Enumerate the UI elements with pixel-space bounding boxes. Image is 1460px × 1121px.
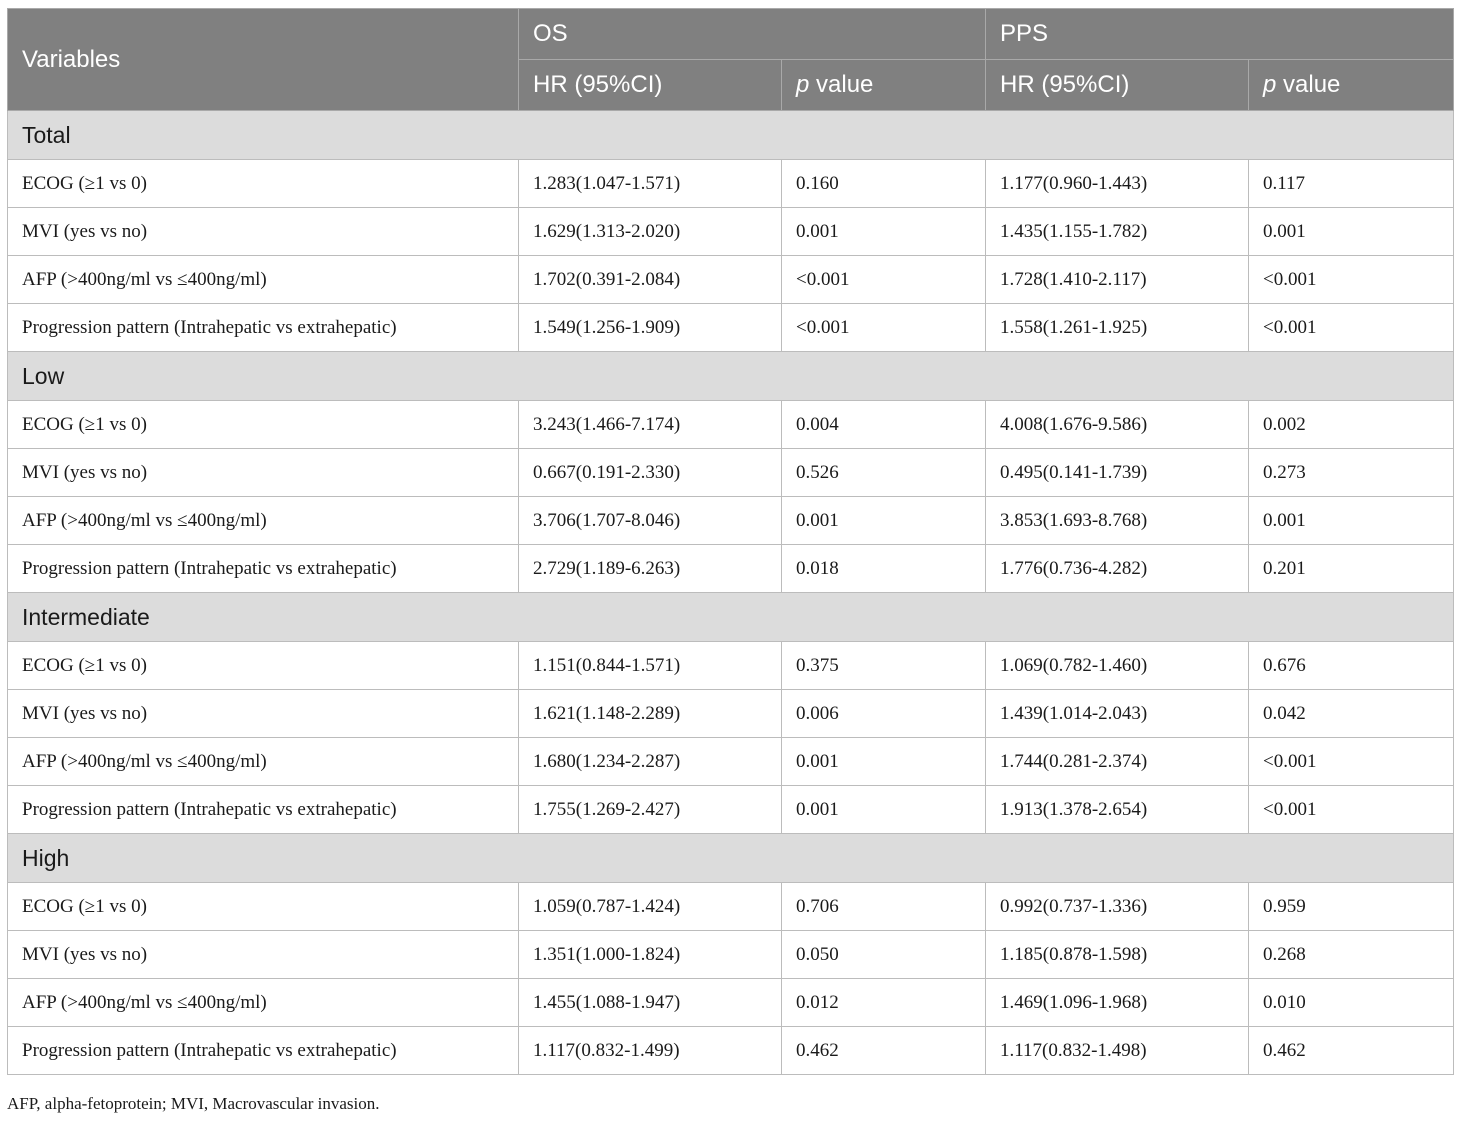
os-hr-cell: 1.117(0.832-1.499) <box>519 1027 782 1075</box>
os-p-value-cell: 0.050 <box>782 931 986 979</box>
group-label: Low <box>8 352 1454 401</box>
os-hr-cell: 3.243(1.466-7.174) <box>519 401 782 449</box>
pps-hr-cell: 4.008(1.676-9.586) <box>986 401 1249 449</box>
variable-cell: MVI (yes vs no) <box>8 690 519 738</box>
hazard-ratio-table <box>7 8 1454 1075</box>
os-p-value-cell: 0.706 <box>782 883 986 931</box>
pps-hr-cell: 1.185(0.878-1.598) <box>986 931 1249 979</box>
table-row <box>8 449 1454 497</box>
pps-hr-cell: 1.439(1.014-2.043) <box>986 690 1249 738</box>
header-os-hr: HR (95%CI) <box>519 60 782 111</box>
table-row <box>8 545 1454 593</box>
group-label: Intermediate <box>8 593 1454 642</box>
header-pps: PPS <box>986 9 1454 60</box>
pps-p-value-cell: <0.001 <box>1249 256 1454 304</box>
os-hr-cell: 2.729(1.189-6.263) <box>519 545 782 593</box>
pps-hr-cell: 1.776(0.736-4.282) <box>986 545 1249 593</box>
group-label: High <box>8 834 1454 883</box>
table-header <box>8 9 1454 111</box>
table-row <box>8 401 1454 449</box>
pps-hr-cell: 1.744(0.281-2.374) <box>986 738 1249 786</box>
pps-p-value-cell: 0.010 <box>1249 979 1454 1027</box>
variable-cell: Progression pattern (Intrahepatic vs extrahepatic) <box>8 545 519 593</box>
pps-p-value-cell: 0.117 <box>1249 160 1454 208</box>
pps-hr-cell: 1.558(1.261-1.925) <box>986 304 1249 352</box>
pps-hr-cell: 1.117(0.832-1.498) <box>986 1027 1249 1075</box>
variable-cell: MVI (yes vs no) <box>8 449 519 497</box>
pps-p-value-cell: 0.201 <box>1249 545 1454 593</box>
pps-p-value-cell: 0.001 <box>1249 497 1454 545</box>
os-hr-cell: 1.702(0.391-2.084) <box>519 256 782 304</box>
variable-cell: Progression pattern (Intrahepatic vs extrahepatic) <box>8 304 519 352</box>
p-italic: p <box>1263 71 1277 98</box>
p-value-label: value <box>809 71 874 98</box>
pps-hr-cell: 0.992(0.737-1.336) <box>986 883 1249 931</box>
variable-cell: MVI (yes vs no) <box>8 208 519 256</box>
pps-p-value-cell: 0.042 <box>1249 690 1454 738</box>
group-row <box>8 593 1454 642</box>
variable-cell: AFP (>400ng/ml vs ≤400ng/ml) <box>8 738 519 786</box>
os-p-value-cell: 0.001 <box>782 786 986 834</box>
os-p-value-cell: 0.462 <box>782 1027 986 1075</box>
os-hr-cell: 1.351(1.000-1.824) <box>519 931 782 979</box>
table-row <box>8 931 1454 979</box>
pps-p-value-cell: <0.001 <box>1249 738 1454 786</box>
pps-hr-cell: 1.069(0.782-1.460) <box>986 642 1249 690</box>
pps-p-value-cell: 0.462 <box>1249 1027 1454 1075</box>
os-hr-cell: 1.549(1.256-1.909) <box>519 304 782 352</box>
pps-hr-cell: 1.435(1.155-1.782) <box>986 208 1249 256</box>
table-row <box>8 208 1454 256</box>
table-row <box>8 690 1454 738</box>
variable-cell: ECOG (≥1 vs 0) <box>8 642 519 690</box>
pps-p-value-cell: <0.001 <box>1249 304 1454 352</box>
pps-hr-cell: 3.853(1.693-8.768) <box>986 497 1249 545</box>
table-row <box>8 883 1454 931</box>
table-row <box>8 642 1454 690</box>
os-hr-cell: 0.667(0.191-2.330) <box>519 449 782 497</box>
os-p-value-cell: 0.001 <box>782 738 986 786</box>
pps-p-value-cell: 0.273 <box>1249 449 1454 497</box>
header-pps-p-value <box>1249 60 1454 111</box>
pps-hr-cell: 1.177(0.960-1.443) <box>986 160 1249 208</box>
p-italic: p <box>796 71 810 98</box>
os-p-value-cell: 0.001 <box>782 208 986 256</box>
group-label: Total <box>8 111 1454 160</box>
table-footnote: AFP, alpha-fetoprotein; MVI, Macrovascular invasion. <box>7 1094 380 1113</box>
pps-p-value-cell: 0.002 <box>1249 401 1454 449</box>
pps-p-value-cell: 0.001 <box>1249 208 1454 256</box>
os-hr-cell: 1.151(0.844-1.571) <box>519 642 782 690</box>
variable-cell: MVI (yes vs no) <box>8 931 519 979</box>
os-p-value-cell: <0.001 <box>782 304 986 352</box>
os-p-value-cell: <0.001 <box>782 256 986 304</box>
os-p-value-cell: 0.004 <box>782 401 986 449</box>
table-row <box>8 160 1454 208</box>
os-hr-cell: 1.283(1.047-1.571) <box>519 160 782 208</box>
variable-cell: ECOG (≥1 vs 0) <box>8 160 519 208</box>
pps-p-value-cell: 0.268 <box>1249 931 1454 979</box>
table-row <box>8 304 1454 352</box>
results-table-container <box>7 8 1453 1075</box>
variable-cell: AFP (>400ng/ml vs ≤400ng/ml) <box>8 979 519 1027</box>
variable-cell: Progression pattern (Intrahepatic vs extrahepatic) <box>8 786 519 834</box>
os-p-value-cell: 0.018 <box>782 545 986 593</box>
os-p-value-cell: 0.012 <box>782 979 986 1027</box>
header-pps-hr: HR (95%CI) <box>986 60 1249 111</box>
group-row <box>8 111 1454 160</box>
os-hr-cell: 1.455(1.088-1.947) <box>519 979 782 1027</box>
os-hr-cell: 3.706(1.707-8.046) <box>519 497 782 545</box>
variable-cell: AFP (>400ng/ml vs ≤400ng/ml) <box>8 497 519 545</box>
os-p-value-cell: 0.526 <box>782 449 986 497</box>
group-row <box>8 834 1454 883</box>
os-p-value-cell: 0.160 <box>782 160 986 208</box>
table-row <box>8 1027 1454 1075</box>
os-p-value-cell: 0.006 <box>782 690 986 738</box>
variable-cell: ECOG (≥1 vs 0) <box>8 883 519 931</box>
p-value-label: value <box>1276 71 1341 98</box>
pps-p-value-cell: <0.001 <box>1249 786 1454 834</box>
pps-hr-cell: 1.728(1.410-2.117) <box>986 256 1249 304</box>
variable-cell: ECOG (≥1 vs 0) <box>8 401 519 449</box>
table-row <box>8 979 1454 1027</box>
os-p-value-cell: 0.001 <box>782 497 986 545</box>
pps-hr-cell: 1.913(1.378-2.654) <box>986 786 1249 834</box>
table-body <box>8 111 1454 1075</box>
table-row <box>8 497 1454 545</box>
pps-p-value-cell: 0.676 <box>1249 642 1454 690</box>
pps-p-value-cell: 0.959 <box>1249 883 1454 931</box>
os-hr-cell: 1.755(1.269-2.427) <box>519 786 782 834</box>
os-hr-cell: 1.621(1.148-2.289) <box>519 690 782 738</box>
header-os: OS <box>519 9 986 60</box>
os-hr-cell: 1.680(1.234-2.287) <box>519 738 782 786</box>
group-row <box>8 352 1454 401</box>
pps-hr-cell: 0.495(0.141-1.739) <box>986 449 1249 497</box>
table-row <box>8 786 1454 834</box>
table-row <box>8 256 1454 304</box>
table-row <box>8 738 1454 786</box>
header-variables: Variables <box>8 9 519 111</box>
os-hr-cell: 1.629(1.313-2.020) <box>519 208 782 256</box>
pps-hr-cell: 1.469(1.096-1.968) <box>986 979 1249 1027</box>
os-hr-cell: 1.059(0.787-1.424) <box>519 883 782 931</box>
variable-cell: Progression pattern (Intrahepatic vs extrahepatic) <box>8 1027 519 1075</box>
header-os-p-value <box>782 60 986 111</box>
variable-cell: AFP (>400ng/ml vs ≤400ng/ml) <box>8 256 519 304</box>
os-p-value-cell: 0.375 <box>782 642 986 690</box>
